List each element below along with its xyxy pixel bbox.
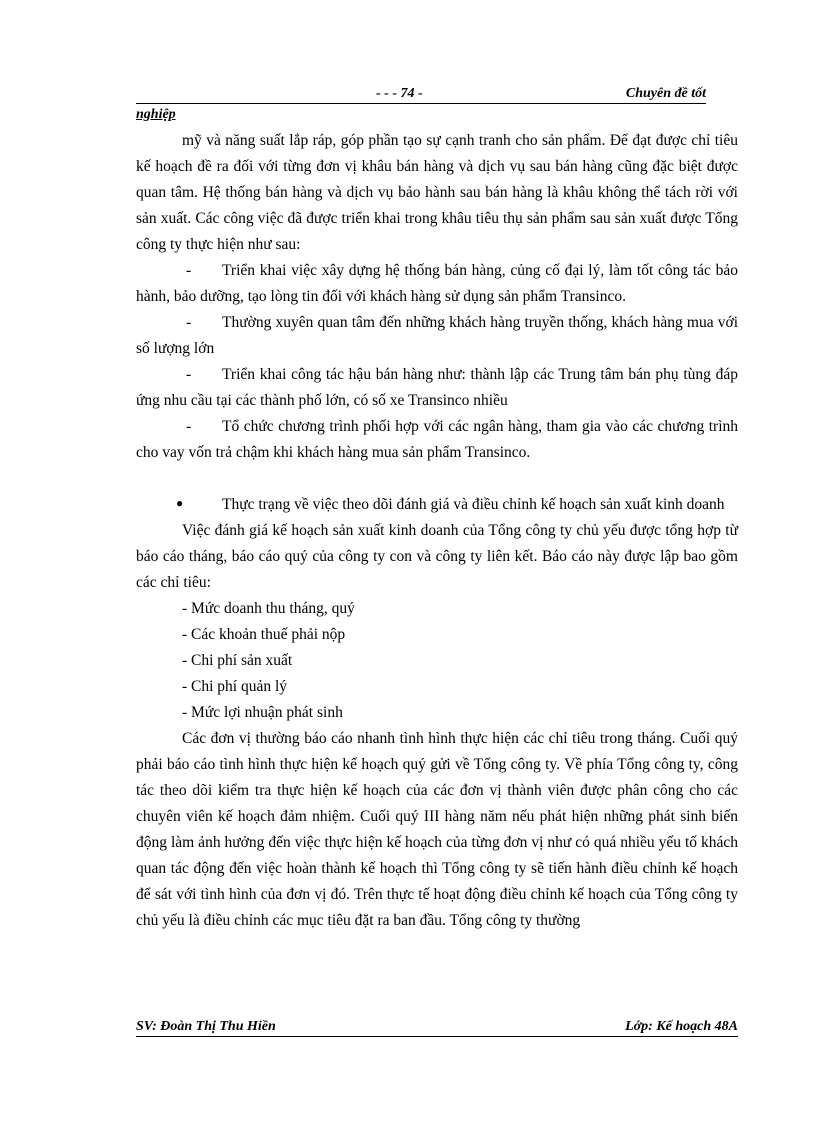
dash-item-3 xyxy=(136,362,738,414)
dash-symbol: - xyxy=(186,366,192,383)
paragraph-1: mỹ và năng suất lắp ráp, góp phần tạo sự cạnh tranh cho sản phẩm. Để đạt được chỉ tiêu kế hoạch đề ra đối với từng đơn vị khâu bán hàng và dịch vụ sau bán hàng cũng đặc biệt được quan tâm. Hệ thống bán hàng và dịch vụ bảo hành sau bán hàng là khâu không thể tách rời với sản xuất. Các công việc đã được triển khai trong khâu tiêu thụ sản phẩm sau sản xuất được Tổng công ty thực hiện như sau: xyxy=(136,132,738,253)
bullet-heading-text: Thực trạng về việc theo dõi đánh giá và điều chỉnh kế hoạch sản xuất kinh doanh xyxy=(222,496,725,513)
dash-item-4 xyxy=(136,414,738,466)
criteria-item-5: - Mức lợi nhuận phát sinh xyxy=(182,704,343,721)
criteria-item-3: - Chi phí sản xuất xyxy=(182,652,293,669)
header-rule xyxy=(136,103,706,104)
footer-rule xyxy=(136,1036,738,1037)
page-header xyxy=(136,86,736,104)
page-body xyxy=(136,128,738,934)
dash-item-text: Thường xuyên quan tâm đến những khách hàng truyền thống, khách hàng mua với số lượng lớn xyxy=(136,314,738,357)
paragraph-3: Các đơn vị thường báo cáo nhanh tình hình thực hiện các chỉ tiêu trong tháng. Cuối quý phải báo cáo tình hình thực hiện kế hoạch quý gửi về Tổng công ty. Về phía Tổng công ty, công tác theo dõi kiểm tra thực hiện kế hoạch của các đơn vị thành viên được phân công cho các chuyên viên kế hoạch đảm nhiệm. Cuối quý III hàng năm nếu phát hiện những phát sinh biến động làm ảnh hưởng đến việc thực hiện kế hoạch của từng đơn vị như có quá nhiều yếu tố khách quan tác động đến việc hoàn thành kế hoạch thì Tổng công ty sẽ tiến hành điều chỉnh kế hoạch để sát với tình hình của đơn vị đó. Trên thực tế hoạt động điều chỉnh kế hoạch của Tổng công ty chủ yếu là điều chỉnh các mục tiêu đặt ra ban đầu. Tổng công ty thường xyxy=(136,730,738,929)
bullet-icon: ● xyxy=(176,496,184,510)
dash-item-text: Triển khai công tác hậu bán hàng như: thành lập các Trung tâm bán phụ tùng đáp ứng nhu cầu tại các thành phố lớn, có số xe Transinco nhiều xyxy=(136,366,738,409)
bullet-heading xyxy=(136,490,738,518)
footer-student: SV: Đoàn Thị Thu Hiền xyxy=(136,1019,276,1034)
criteria-item-1: - Mức doanh thu tháng, quý xyxy=(182,600,355,617)
footer-class: Lớp: Kế hoạch 48A xyxy=(625,1019,738,1034)
dash-symbol: - xyxy=(186,314,192,331)
page-number: - - - 74 - xyxy=(376,86,423,101)
dash-symbol: - xyxy=(186,418,192,435)
dash-item-1 xyxy=(136,258,738,310)
paragraph-2: Việc đánh giá kế hoạch sản xuất kinh doanh của Tổng công ty chủ yếu được tổng hợp từ báo cáo tháng, báo cáo quý của công ty con và công ty liên kết. Báo cáo này được lập bao gồm các chỉ tiêu: xyxy=(136,522,738,591)
dash-item-text: Tổ chức chương trình phối hợp với các ngân hàng, tham gia vào các chương trình cho vay vốn trả chậm khi khách hàng mua sản phẩm Transinco. xyxy=(136,418,738,461)
criteria-item-2: - Các khoản thuế phải nộp xyxy=(182,626,346,643)
criteria-item-4: - Chi phí quản lý xyxy=(182,678,288,695)
dash-item-text: Triển khai việc xây dựng hệ thống bán hàng, củng cố đại lý, làm tốt công tác bảo hành, bảo dưỡng, tạo lòng tin đối với khách hàng sử dụng sản phẩm Transinco. xyxy=(136,262,738,305)
page-footer xyxy=(136,1019,738,1037)
header-title-continuation: nghiệp xyxy=(136,107,176,122)
dash-item-2 xyxy=(136,310,738,362)
spacer xyxy=(136,466,738,490)
dash-symbol: - xyxy=(186,262,192,279)
header-title: Chuyên đề tốt xyxy=(625,86,706,101)
